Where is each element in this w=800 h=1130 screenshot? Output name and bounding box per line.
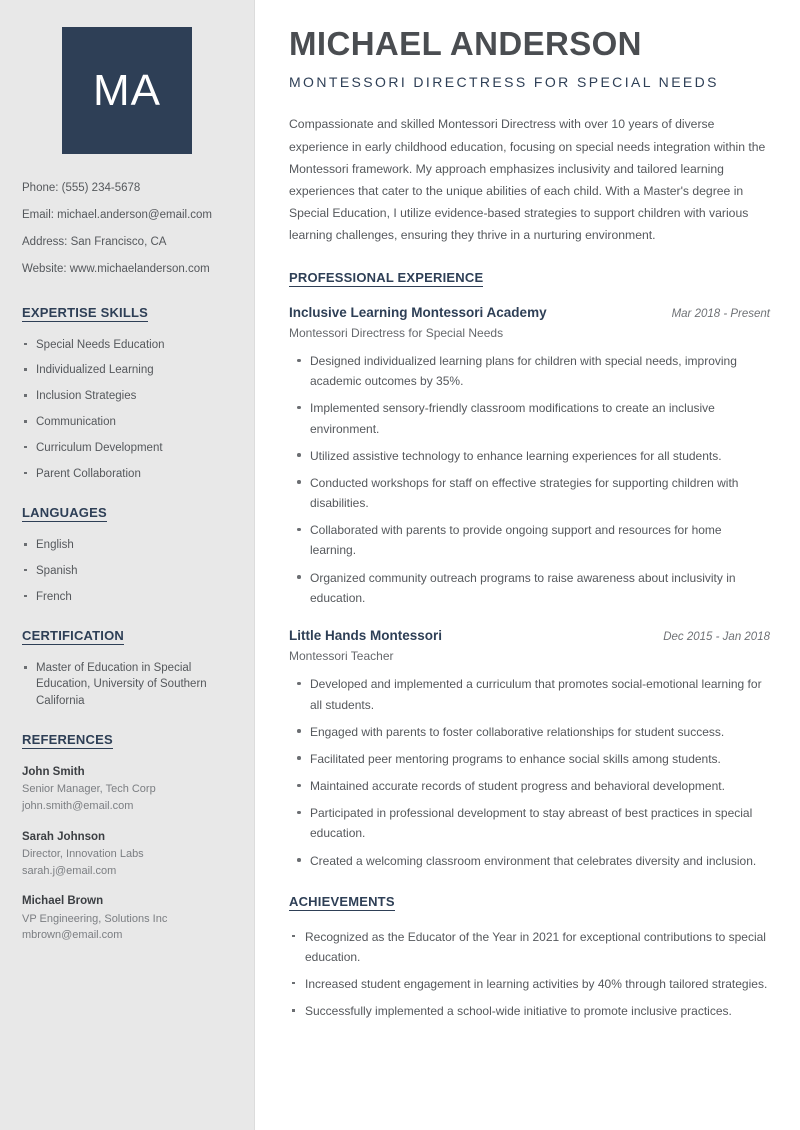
achievements-heading: ACHIEVEMENTS — [289, 893, 395, 909]
list-item: Utilized assistive technology to enhance learning experiences for all students. — [289, 446, 770, 466]
languages-list — [22, 537, 232, 605]
reference-title: Senior Manager, Tech Corp — [22, 783, 156, 796]
contact-phone: Phone: (555) 234-5678 — [22, 182, 141, 194]
list-item: Increased student engagement in learning activities by 40% through tailored strategies. — [289, 974, 770, 994]
list-item: English — [22, 537, 232, 553]
reference-email: john.smith@email.com — [22, 799, 134, 812]
list-item: Curriculum Development — [22, 440, 232, 456]
list-item: French — [22, 589, 232, 605]
list-item: Parent Collaboration — [22, 466, 232, 482]
references-section — [22, 731, 232, 944]
contact-list — [22, 181, 232, 278]
list-item: Conducted workshops for staff on effective strategies for supporting children with disabilities. — [289, 473, 770, 513]
list-item: Spanish — [22, 563, 232, 579]
list-item: Maintained accurate records of student progress and behavioral development. — [289, 776, 770, 796]
list-item: Successfully implemented a school-wide initiative to promote inclusive practices. — [289, 1001, 770, 1021]
list-item: Implemented sensory-friendly classroom modifications to create an inclusive environment. — [289, 398, 770, 438]
reference-title: VP Engineering, Solutions Inc — [22, 912, 168, 925]
page-title: MICHAEL ANDERSON — [289, 25, 642, 62]
achievements-section — [289, 893, 770, 1022]
contact-website: Website: www.michaelanderson.com — [22, 263, 210, 276]
expertise-skills-section — [22, 304, 232, 482]
reference-name: Michael Brown — [22, 895, 104, 908]
company-name: Inclusive Learning Montessori Academy — [289, 304, 547, 320]
job-subtitle: MONTESSORI DIRECTRESS FOR SPECIAL NEEDS — [289, 73, 719, 90]
reference-entry — [22, 893, 232, 944]
certification-list — [22, 660, 232, 709]
list-item: Facilitated peer mentoring programs to enhance social skills among students. — [289, 749, 770, 769]
employment-dates: Mar 2018 - Present — [671, 307, 770, 320]
job-role: Montessori Teacher — [289, 649, 394, 664]
references-heading: REFERENCES — [22, 732, 113, 747]
experience-entry — [289, 303, 770, 608]
list-item: Designed individualized learning plans for children with special needs, improving academic outcomes by 35%. — [289, 351, 770, 391]
company-name: Little Hands Montessori — [289, 627, 443, 643]
avatar — [62, 27, 192, 154]
list-item: Collaborated with parents to provide ongoing support and resources for home learning. — [289, 520, 770, 560]
certification-heading: CERTIFICATION — [22, 628, 125, 644]
languages-section — [22, 504, 232, 605]
sidebar — [0, 0, 255, 1130]
list-item: Developed and implemented a curriculum that promotes social-emotional learning for all students. — [289, 674, 770, 714]
reference-email: mbrown@email.com — [22, 929, 123, 942]
languages-heading: LANGUAGES — [22, 505, 107, 521]
reference-title: Director, Innovation Labs — [22, 847, 144, 860]
reference-entry — [22, 829, 232, 880]
contact-address: Address: San Francisco, CA — [22, 236, 167, 249]
list-item: Participated in professional development to stay abreast of best practices in special education. — [289, 803, 770, 843]
list-item: Created a welcoming classroom environment that celebrates diversity and inclusion. — [289, 851, 770, 871]
experience-header — [289, 626, 770, 646]
list-item: Inclusion Strategies — [22, 388, 232, 404]
responsibility-list — [289, 674, 770, 870]
main-content — [255, 0, 800, 1130]
list-item: Recognized as the Educator of the Year in 2021 for exceptional contributions to special education. — [289, 927, 770, 967]
expertise-skills-heading: EXPERTISE SKILLS — [22, 304, 149, 320]
professional-experience-section — [289, 269, 770, 871]
experience-header — [289, 303, 770, 323]
professional-summary: Compassionate and skilled Montessori Directress with over 10 years of diverse experience in early childhood education, focusing on special needs integration within the Montessori framework. My approach emphasizes inclusivity and tailored learning experiences that cater to the unique abilities of each child. With a Master's degree in Special Education, I utilize evidence-based strategies to support children with various learning challenges, ensuring they thrive in a nurturing environment. — [289, 117, 766, 243]
professional-experience-heading: PROFESSIONAL EXPERIENCE — [289, 269, 484, 285]
list-item: Communication — [22, 414, 232, 430]
list-item: Master of Education in Special Education, University of Southern California — [22, 660, 232, 709]
reference-email: sarah.j@email.com — [22, 864, 117, 877]
list-item: Engaged with parents to foster collaborative relationships for student success. — [289, 722, 770, 742]
list-item: Individualized Learning — [22, 362, 232, 378]
contact-email: Email: michael.anderson@email.com — [22, 209, 212, 222]
employment-dates: Dec 2015 - Jan 2018 — [663, 630, 770, 643]
job-role: Montessori Directress for Special Needs — [289, 326, 504, 341]
avatar-initials: MA — [93, 65, 161, 115]
list-item: Organized community outreach programs to raise awareness about inclusivity in education. — [289, 568, 770, 608]
responsibility-list — [289, 351, 770, 608]
experience-entry — [289, 626, 770, 871]
certification-section — [22, 627, 232, 709]
expertise-skills-list — [22, 337, 232, 482]
list-item: Special Needs Education — [22, 337, 232, 353]
achievements-list — [289, 927, 770, 1022]
reference-entry — [22, 764, 232, 815]
reference-name: John Smith — [22, 766, 85, 778]
reference-name: Sarah Johnson — [22, 830, 106, 843]
